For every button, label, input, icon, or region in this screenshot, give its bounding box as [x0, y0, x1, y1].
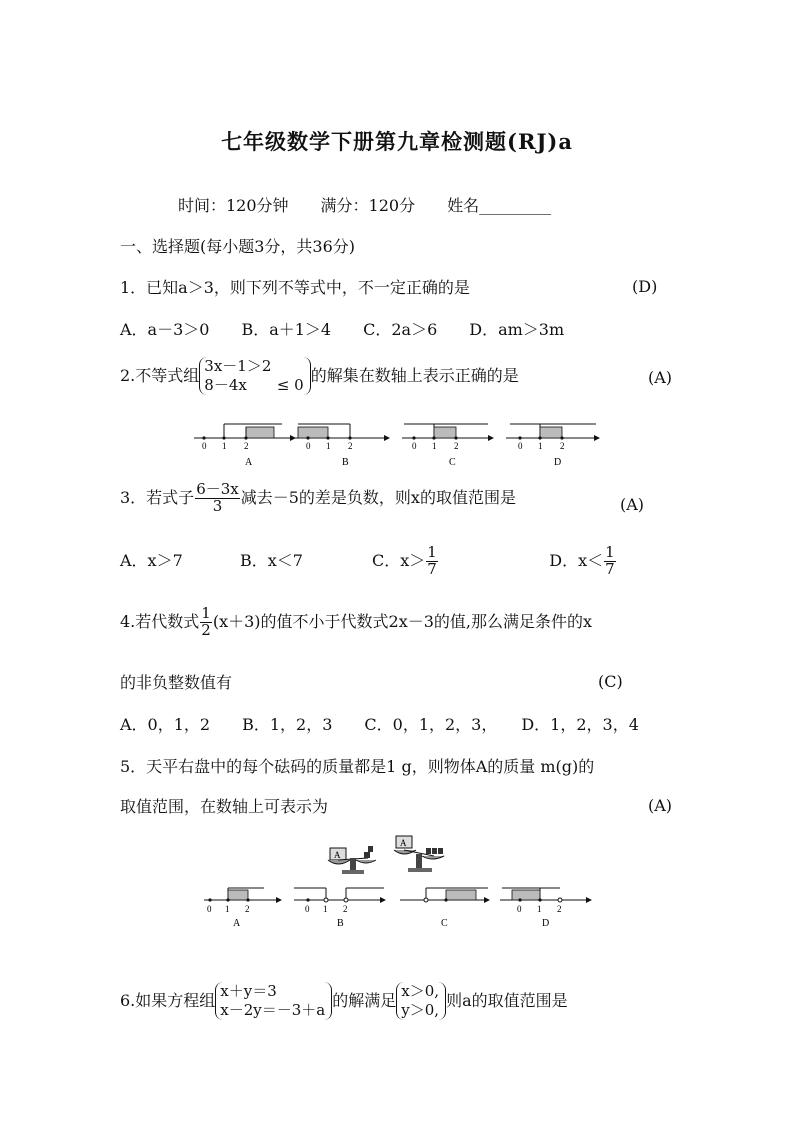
q4-suffix: (x＋3)的值不小于代数式2x－3的值,那么满足条件的x: [212, 612, 593, 632]
q5-option-d-line: [500, 888, 592, 929]
q3-c-den: 7: [427, 559, 437, 578]
q4-half-den: 2: [201, 620, 211, 639]
q4-stem: [120, 606, 592, 639]
q2-a-tick-0: 0: [202, 441, 207, 451]
q5-a-tick-1: 1: [225, 904, 230, 914]
section-heading: 一、选择题(每小题3分，共36分): [120, 237, 356, 256]
q3-frac-num: 6－3x: [196, 480, 239, 498]
q5-b-tick-0: 0: [305, 904, 310, 914]
q2-d-tick-1: 1: [538, 441, 543, 451]
q6-prefix: 6.如果方程组: [120, 991, 216, 1010]
q2-b-tick-0: 0: [306, 441, 311, 451]
q2-option-b-line: [294, 424, 390, 468]
q6-cond2: y＞0,: [401, 1001, 440, 1019]
q2-stem: [120, 357, 519, 395]
q6-middle: 的解满足: [332, 991, 397, 1010]
q1-options: A．a－3＞0 B．a＋1＞4 C．2a＞6 D．am＞3m: [120, 320, 565, 339]
q2-option-d-line: [506, 424, 600, 468]
q5-label-d: D: [542, 918, 550, 929]
q3-prefix: 3．若式子: [120, 488, 195, 508]
q2-c-tick-0: 0: [412, 441, 417, 451]
q3-option-b: B．x＜7: [240, 551, 303, 571]
q3-options: [120, 545, 617, 578]
q3-option-d-frac: [604, 545, 616, 578]
q3-d-den: 7: [605, 559, 615, 578]
q6-eq2: x－2y＝－3＋a: [220, 1001, 326, 1019]
q3-option-d: D．x＜: [549, 551, 604, 571]
q3-c-num: 1: [427, 543, 437, 561]
q2-c-tick-1: 1: [432, 441, 437, 451]
q3-answer: (A): [620, 495, 645, 514]
q2-number-line-figure: [190, 414, 610, 476]
exam-meta: 时间：120分钟 满分：120分 姓名_________: [178, 196, 552, 215]
q4-answer: (C): [598, 672, 623, 691]
q6-suffix: 则a的取值范围是: [446, 991, 568, 1010]
q6-condition-system: [396, 982, 446, 1020]
q3-fraction: [195, 482, 240, 515]
q2-row2: 8－4x ≤ 0: [204, 376, 304, 394]
q2-d-tick-2: 2: [560, 441, 565, 451]
page-title: 七年级数学下册第九章检测题(RJ)a: [221, 129, 573, 154]
q5-balance-figure: [326, 830, 456, 882]
q2-answer: (A): [648, 368, 673, 387]
q5-line2: 取值范围，在数轴上可表示为: [120, 797, 329, 816]
q3-option-c-frac: [426, 545, 548, 578]
q2-suffix: 的解集在数轴上表示正确的是: [310, 366, 519, 385]
balance-scale-1: [328, 846, 376, 874]
q2-label-d: D: [554, 457, 562, 468]
q2-a-tick-1: 1: [222, 441, 227, 451]
q2-b-tick-2: 2: [348, 441, 353, 451]
balance-scale-2: [394, 836, 444, 872]
q5-number-lines-svg: [200, 878, 600, 934]
q5-answer: (A): [648, 796, 673, 815]
q5-option-b-line: [294, 888, 386, 929]
q2-b-tick-1: 1: [326, 441, 331, 451]
q3-suffix: 减去－5的差是负数，则x的取值范围是: [240, 488, 516, 508]
q5-scale2-label: A: [400, 838, 407, 848]
q5-d-tick-0: 0: [517, 904, 522, 914]
q6-eq1: x＋y＝3: [220, 982, 277, 1000]
q2-label-b: B: [342, 457, 349, 468]
q6-stem: [120, 982, 568, 1020]
q6-equation-system: [215, 982, 332, 1020]
q2-inequality-system: [199, 357, 310, 395]
q5-number-line-figure: [200, 878, 600, 938]
q5-option-a-line: [204, 888, 282, 929]
q5-balance-svg: [326, 830, 456, 878]
q5-scale1-label: A: [334, 850, 341, 860]
q3-option-c: C．x＞: [372, 551, 426, 571]
q5-line1: 5．天平右盘中的每个砝码的质量都是1 g，则物体A的质量 m(g)的: [120, 757, 595, 776]
q1-stem: 1．已知a＞3，则下列不等式中，不一定正确的是: [120, 278, 470, 297]
q3-stem: [120, 482, 516, 515]
q5-label-a: A: [233, 918, 241, 929]
q6-cond1: x＞0,: [401, 982, 440, 1000]
q2-option-a-line: [194, 424, 296, 468]
q3-d-num: 1: [605, 543, 615, 561]
q5-d-tick-1: 1: [537, 904, 542, 914]
q5-a-tick-2: 2: [245, 904, 250, 914]
q4-half-frac: [200, 606, 212, 639]
q4-half-num: 1: [201, 604, 211, 622]
q2-label-c: C: [449, 457, 456, 468]
q5-option-c-line: [400, 888, 490, 929]
q4-line2: 的非负整数值有: [120, 673, 233, 692]
q5-d-tick-2: 2: [557, 904, 562, 914]
q3-frac-den: 3: [212, 496, 223, 515]
q2-number-lines-svg: [190, 414, 610, 472]
q1-answer: (D): [632, 277, 658, 296]
q2-label-a: A: [245, 457, 253, 468]
q2-a-tick-2: 2: [244, 441, 249, 451]
q2-option-c-line: [402, 424, 494, 468]
q5-b-tick-1: 1: [323, 904, 328, 914]
q2-d-tick-0: 0: [518, 441, 523, 451]
q2-c-tick-2: 2: [454, 441, 459, 451]
q2-prefix: 2.不等式组: [120, 366, 200, 385]
q5-a-tick-0: 0: [207, 904, 212, 914]
q5-b-tick-2: 2: [343, 904, 348, 914]
q5-label-c: C: [441, 918, 448, 929]
q5-label-b: B: [337, 918, 344, 929]
q2-row1: 3x－1＞2: [204, 357, 272, 375]
q4-prefix: 4.若代数式: [120, 612, 200, 632]
q3-option-a: A．x＞7: [120, 551, 183, 571]
q4-options: A．0，1，2 B．1，2，3 C．0，1，2，3， D．1，2，3，4: [120, 715, 639, 734]
